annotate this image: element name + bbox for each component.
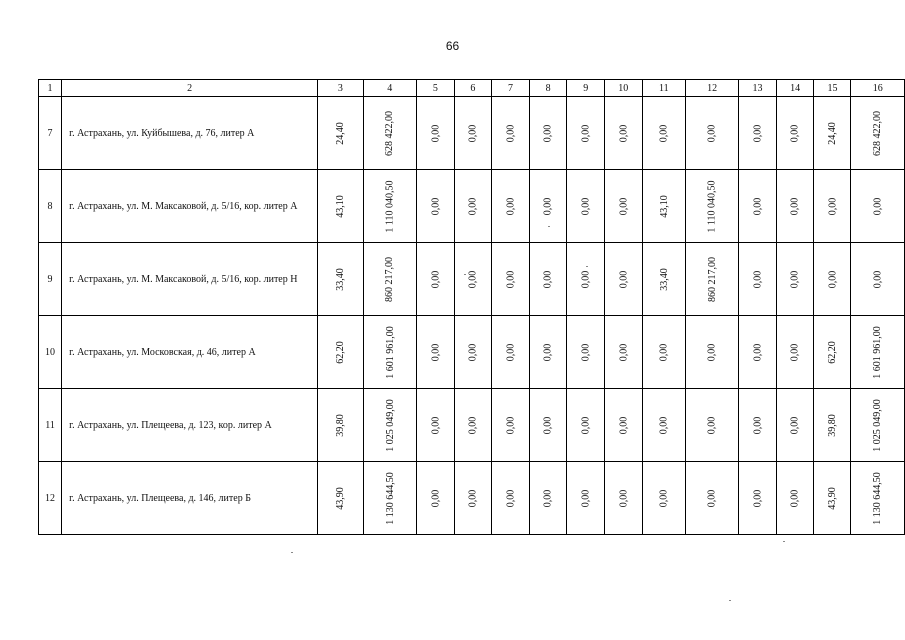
address-cell: г. Астрахань, ул. Плещеева, д. 123, кор. литер А [62, 389, 318, 462]
cell-value: 0,00 [429, 124, 441, 142]
cell-value: 0,00 [580, 270, 592, 288]
cell-value: 62,20 [826, 340, 838, 364]
cell-value: 1 130 644,50 [384, 471, 396, 525]
value-cell [363, 389, 417, 462]
cell-value: 0,00 [826, 197, 838, 215]
value-cell [529, 97, 567, 170]
cell-value: 1 130 644,50 [872, 471, 884, 525]
cell-value: 0,00 [580, 489, 592, 507]
value-cell [363, 316, 417, 389]
cell-value: 0,00 [706, 343, 718, 361]
cell-value: 1 110 040,50 [384, 179, 396, 233]
cell-value: 0,00 [542, 416, 554, 434]
value-cell [454, 170, 492, 243]
cell-value: 1 025 049,00 [872, 398, 884, 452]
cell-value: 0,00 [658, 416, 670, 434]
cell-value: 860 217,00 [384, 256, 396, 302]
value-cell [686, 97, 739, 170]
column-header: 4 [363, 80, 417, 97]
value-cell [642, 243, 686, 316]
row-number: 8 [39, 170, 62, 243]
value-cell [363, 97, 417, 170]
value-cell [686, 462, 739, 535]
cell-value: 0,00 [429, 270, 441, 288]
cell-value: 43,90 [334, 486, 346, 510]
value-cell [605, 316, 643, 389]
column-header: 9 [567, 80, 605, 97]
cell-value: 0,00 [580, 197, 592, 215]
cell-value: 0,00 [467, 270, 479, 288]
row-number: 9 [39, 243, 62, 316]
value-cell [363, 170, 417, 243]
cell-value: 33,40 [658, 267, 670, 291]
value-cell [417, 316, 455, 389]
value-cell [454, 97, 492, 170]
column-header: 14 [776, 80, 814, 97]
value-cell [529, 243, 567, 316]
value-cell [567, 97, 605, 170]
cell-value: 860 217,00 [706, 256, 718, 302]
cell-value: 0,00 [617, 270, 629, 288]
value-cell [363, 243, 417, 316]
address-cell: г. Астрахань, ул. Куйбышева, д. 76, литер А [62, 97, 318, 170]
cell-value: 0,00 [505, 489, 517, 507]
value-cell [739, 462, 777, 535]
value-cell [529, 389, 567, 462]
cell-value: 0,00 [872, 197, 884, 215]
cell-value: 0,00 [826, 270, 838, 288]
table-row [39, 316, 905, 389]
value-cell [417, 243, 455, 316]
cell-value: 0,00 [505, 343, 517, 361]
cell-value: 0,00 [752, 343, 764, 361]
row-number: 11 [39, 389, 62, 462]
column-header: 2 [62, 80, 318, 97]
value-cell [814, 170, 851, 243]
cell-value: 0,00 [580, 124, 592, 142]
value-cell [814, 389, 851, 462]
value-cell [605, 462, 643, 535]
cell-value: 0,00 [467, 343, 479, 361]
cell-value: 0,00 [542, 489, 554, 507]
column-header: 16 [851, 80, 905, 97]
cell-value: 43,90 [826, 486, 838, 510]
cell-value: 0,00 [872, 270, 884, 288]
table-row [39, 389, 905, 462]
value-cell [739, 170, 777, 243]
table-row [39, 462, 905, 535]
value-cell [851, 389, 905, 462]
cell-value: 24,40 [826, 121, 838, 145]
value-cell [567, 462, 605, 535]
value-cell [739, 97, 777, 170]
cell-value: 0,00 [505, 124, 517, 142]
address-cell: г. Астрахань, ул. Московская, д. 46, литер А [62, 316, 318, 389]
value-cell [739, 243, 777, 316]
cell-value: 0,00 [617, 489, 629, 507]
value-cell [363, 462, 417, 535]
cell-value: 0,00 [752, 416, 764, 434]
value-cell [851, 97, 905, 170]
cell-value: 0,00 [467, 124, 479, 142]
cell-value: 0,00 [429, 489, 441, 507]
value-cell [814, 316, 851, 389]
cell-value: 1 601 961,00 [384, 325, 396, 379]
value-cell [739, 389, 777, 462]
table-row [39, 243, 905, 316]
value-cell [642, 389, 686, 462]
value-cell [814, 462, 851, 535]
column-header: 8 [529, 80, 567, 97]
value-cell [851, 170, 905, 243]
value-cell [776, 243, 814, 316]
value-cell [605, 170, 643, 243]
value-cell [776, 389, 814, 462]
cell-value: 1 110 040,50 [706, 179, 718, 233]
value-cell [686, 316, 739, 389]
value-cell [567, 243, 605, 316]
value-cell [492, 316, 530, 389]
cell-value: 0,00 [658, 343, 670, 361]
table-row [39, 170, 905, 243]
value-cell [454, 462, 492, 535]
value-cell [686, 170, 739, 243]
cell-value: 0,00 [467, 416, 479, 434]
value-cell [776, 170, 814, 243]
value-cell [814, 97, 851, 170]
cell-value: 0,00 [617, 124, 629, 142]
value-cell [851, 243, 905, 316]
cell-value: 0,00 [752, 124, 764, 142]
value-cell [318, 97, 363, 170]
column-header: 12 [686, 80, 739, 97]
cell-value: 0,00 [505, 416, 517, 434]
value-cell [642, 316, 686, 389]
cell-value: 0,00 [542, 124, 554, 142]
column-header: 15 [814, 80, 851, 97]
cell-value: 0,00 [789, 197, 801, 215]
column-header: 10 [605, 80, 643, 97]
cell-value: 33,40 [334, 267, 346, 291]
cell-value: 628 422,00 [872, 110, 884, 156]
cell-value: 0,00 [658, 124, 670, 142]
cell-value: 43,10 [334, 194, 346, 218]
cell-value: 0,00 [580, 416, 592, 434]
value-cell [851, 462, 905, 535]
value-cell [851, 316, 905, 389]
value-cell [529, 316, 567, 389]
value-cell [686, 243, 739, 316]
cell-value: 0,00 [505, 270, 517, 288]
cell-value: 1 025 049,00 [384, 398, 396, 452]
cell-value: 0,00 [752, 270, 764, 288]
header-row [39, 80, 905, 97]
value-cell [454, 316, 492, 389]
cell-value: 0,00 [789, 416, 801, 434]
cell-value: 0,00 [789, 489, 801, 507]
cell-value: 628 422,00 [384, 110, 396, 156]
column-header: 1 [39, 80, 62, 97]
address-cell: г. Астрахань, ул. М. Максаковой, д. 5/16, кор. литер Н [62, 243, 318, 316]
row-number: 10 [39, 316, 62, 389]
column-header: 7 [492, 80, 530, 97]
value-cell [318, 389, 363, 462]
cell-value: 0,00 [429, 197, 441, 215]
value-cell [529, 170, 567, 243]
value-cell [492, 97, 530, 170]
value-cell [318, 170, 363, 243]
cell-value: 0,00 [706, 416, 718, 434]
value-cell [318, 316, 363, 389]
address-cell: г. Астрахань, ул. Плещеева, д. 146, литер Б [62, 462, 318, 535]
value-cell [417, 170, 455, 243]
value-cell [417, 389, 455, 462]
value-cell [454, 243, 492, 316]
cell-value: 0,00 [789, 270, 801, 288]
cell-value: 0,00 [467, 197, 479, 215]
page-number: 66 [445, 39, 460, 53]
cell-value: 0,00 [658, 489, 670, 507]
value-cell [492, 170, 530, 243]
value-cell [492, 243, 530, 316]
cell-value: 0,00 [617, 343, 629, 361]
cell-value: 0,00 [789, 343, 801, 361]
cell-value: 0,00 [706, 489, 718, 507]
cell-value: 24,40 [334, 121, 346, 145]
cell-value: 0,00 [789, 124, 801, 142]
cell-value: 0,00 [617, 197, 629, 215]
value-cell [605, 243, 643, 316]
cell-value: 0,00 [467, 489, 479, 507]
cell-value: 0,00 [542, 197, 554, 215]
table-row [39, 97, 905, 170]
value-cell [776, 97, 814, 170]
value-cell [529, 462, 567, 535]
cell-value: 0,00 [429, 416, 441, 434]
column-header: 6 [454, 80, 492, 97]
cell-value: 0,00 [580, 343, 592, 361]
value-cell [492, 462, 530, 535]
column-header: 5 [417, 80, 455, 97]
cell-value: 43,10 [658, 194, 670, 218]
cell-value: 0,00 [542, 343, 554, 361]
cell-value: 0,00 [617, 416, 629, 434]
column-header: 13 [739, 80, 777, 97]
value-cell [567, 170, 605, 243]
data-table [38, 79, 905, 535]
value-cell [642, 97, 686, 170]
cell-value: 0,00 [542, 270, 554, 288]
cell-value: 39,80 [334, 413, 346, 437]
cell-value: 0,00 [505, 197, 517, 215]
cell-value: 62,20 [334, 340, 346, 364]
column-header: 11 [642, 80, 686, 97]
value-cell [776, 462, 814, 535]
value-cell [776, 316, 814, 389]
value-cell [417, 462, 455, 535]
value-cell [642, 462, 686, 535]
value-cell [814, 243, 851, 316]
cell-value: 0,00 [429, 343, 441, 361]
cell-value: 0,00 [752, 197, 764, 215]
value-cell [739, 316, 777, 389]
value-cell [567, 316, 605, 389]
value-cell [605, 389, 643, 462]
value-cell [318, 243, 363, 316]
cell-value: 39,80 [826, 413, 838, 437]
cell-value: 1 601 961,00 [872, 325, 884, 379]
column-header: 3 [318, 80, 363, 97]
value-cell [318, 462, 363, 535]
value-cell [605, 97, 643, 170]
value-cell [567, 389, 605, 462]
row-number: 7 [39, 97, 62, 170]
value-cell [454, 389, 492, 462]
cell-value: 0,00 [752, 489, 764, 507]
address-cell: г. Астрахань, ул. М. Максаковой, д. 5/16, кор. литер А [62, 170, 318, 243]
value-cell [642, 170, 686, 243]
row-number: 12 [39, 462, 62, 535]
value-cell [492, 389, 530, 462]
cell-value: 0,00 [706, 124, 718, 142]
value-cell [686, 389, 739, 462]
value-cell [417, 97, 455, 170]
